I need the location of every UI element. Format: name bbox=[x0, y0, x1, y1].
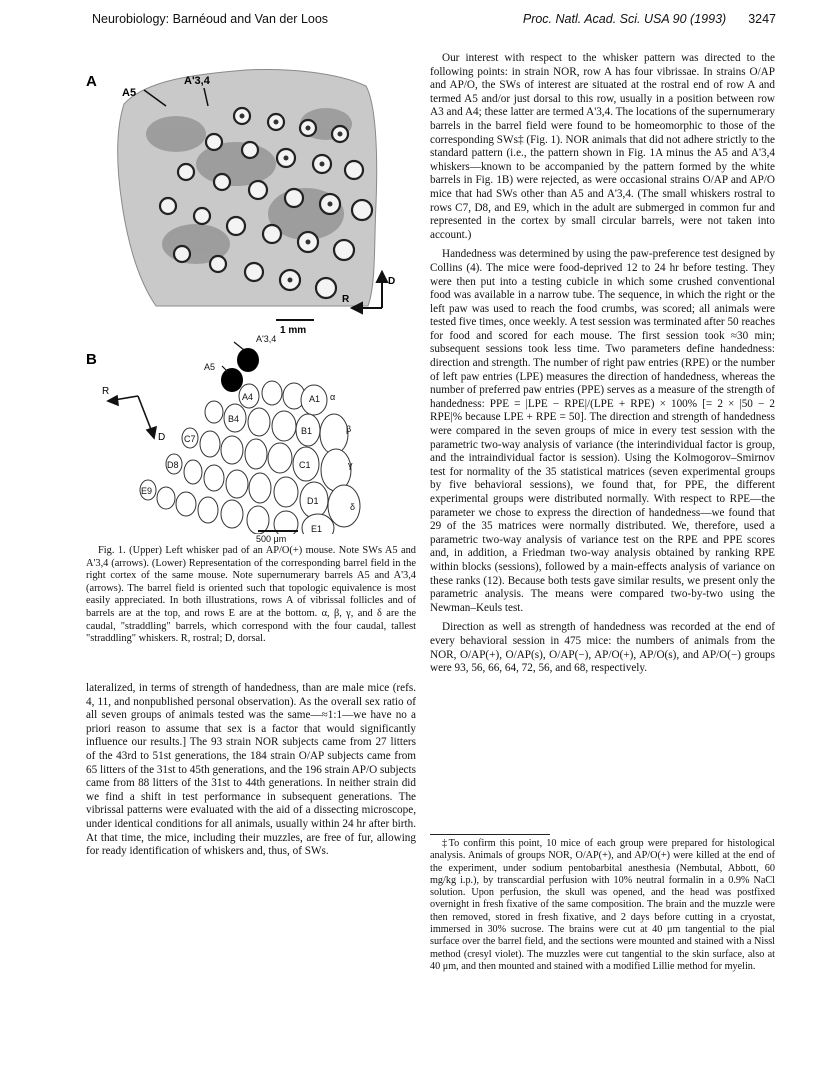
barrel-label-e9: E9 bbox=[141, 486, 153, 496]
scale-bar-b bbox=[258, 530, 298, 532]
scale-bar-a-label: 1 mm bbox=[280, 325, 307, 336]
barrel-label-d1: D1 bbox=[307, 496, 319, 506]
barrel-label-b4: B4 bbox=[228, 414, 240, 424]
barrel-label-e1: E1 bbox=[311, 524, 323, 534]
right-column bbox=[430, 52, 775, 676]
barrel-label-b1: B1 bbox=[301, 426, 313, 436]
running-title: Neurobiology: Barnéoud and Van der Loos bbox=[92, 12, 329, 26]
panel-b-label: B bbox=[86, 351, 97, 368]
barrel-label-a4: A4 bbox=[242, 392, 254, 402]
dir-d-label-a: D bbox=[388, 276, 396, 287]
left-column bbox=[86, 682, 416, 859]
barrel-label-beta: β bbox=[346, 424, 352, 434]
sw-a5-label-photo: A5 bbox=[122, 87, 137, 99]
barrel-a34 bbox=[237, 348, 259, 372]
sw-a34-label-photo: A'3,4 bbox=[184, 75, 210, 87]
figure-caption bbox=[86, 545, 416, 646]
barrel-label-a34: A'3,4 bbox=[256, 334, 277, 344]
barrel-a5 bbox=[221, 368, 243, 392]
journal-citation bbox=[523, 12, 776, 26]
dir-r-label-b: R bbox=[102, 386, 110, 397]
barrel-outlines bbox=[140, 381, 360, 534]
right-paragraph-2: Handedness was determined by using the paw-preference test designed by Collins (4). The mice were food-deprived 12 to 24 hr before testing. They were then put into a testing cubicle in which some crushed conventional food was available in a narrow tube. The sequence, in which the right or the left paw was used to reach the food crumbs, was scored; all animals were tested five times, once weekly. A test session was terminated after 50 reaches for food and scored for each mouse. The first session took ≈30 min; subsequent sessions took less time. Two parameters define handedness: direction and strength. The number of right paw entries (RPE) or the number of left paw entries (LPE) measures the direction of handedness, whereas the number of preferred paw entries (PPE) serves as a measure of the strength of handedness: PPE = |LPE − RPE|/(LPE + RPE) × 100% [= 2 × |50 − 2 RPE|% because LPE + RPE = 50]. The direction and strength of handedness were compared in the seven groups of mice in every test session with the parametric two-way analysis of variance (the interindividual factor is group, and the intraindividual factor is session). Using the Kolmogorov–Smirnov test for normality of the 35 statistical matrices (seven experimental groups by five behavioral sessions), we found that, for PPE, the different experimental groups were distributed normally. With respect to RPE—the parameter we chose to express the direction of handedness—we found that 29 of the 35 matrices were normally distributed. We, therefore, used a parametric two-way analysis of variance test on the RPE and PPE scores and, in addition, a Friedman two-way analysis obtained by ranking RPE within blocks (sessions), followed by a main-effects analysis of variance on these ranks (12). Because both tests gave similar results, we present only the parametric analysis. The means were compared two-by-two using the Newman–Keuls test. bbox=[430, 248, 775, 614]
dir-r-label-a: R bbox=[342, 294, 350, 305]
left-paragraph-1: lateralized, in terms of strength of handedness, than are male mice (refs. 4, 11, and nonpublished personal observation). As the overall sex ratio of all seven groups of animals tested was the same—≈1:1—we have no a priori reason to assume that sex is a factor that would significantly influence our results.] The 93 strain NOR subjects came from 27 litters of the 43rd to 51st generations, the 184 strain O/AP subjects came from 65 litters of the 31st to 45th generations, and the 196 strain AP/O subjects came from 88 litters of the 31st to 44th generations. In neither strain did we find a shift in test performance in subsequent generations. The vibrissal patterns were evaluated with the aid of a dissecting microscope, under identical conditions for all animals, usually within 24 hr after birth. At that time, the mice, including their muzzles, are free of fur, allowing for ready identification of whiskers and, thus, of SWs. bbox=[86, 682, 416, 858]
scale-bar-b-label: 500 μm bbox=[256, 534, 287, 544]
barrel-label-c7: C7 bbox=[184, 434, 196, 444]
barrel-label-d8: D8 bbox=[167, 460, 179, 470]
panel-a-label: A bbox=[86, 73, 97, 90]
figure-1 bbox=[86, 44, 416, 534]
panel-b bbox=[86, 334, 360, 534]
footnote-text: ‡To confirm this point, 10 mice of each group were prepared for histological analysis. Animals of groups NOR, O/AP(+), and AP/O(+) were killed at the end of the experiment, under sodium pentobarbital anesthesia (Nembutal, Abbott, 60 mg/kg i.p.), by transcardial perfusion with 10% neutral formalin in a 0.9% NaCl solution. Upon perfusion, the skull was opened, and the head was postfixed overnight in fresh fixative of the same composition. The brain and the muzzle were then removed, stored in fresh fixative, and 2 days before cutting in a cryostat, immersed in 30% sucrose. The brains were cut at 40 μm tangential to the pial surface over the barrel field, and the sections were mounted and stained with a Nissl method (cresyl violet). The muzzles were cut tangential to the skin surface, also at 40 μm, and then mounted and stained with a modified Lillie method for myelin. bbox=[430, 838, 775, 972]
running-header bbox=[48, 12, 776, 30]
a34-arrow-b bbox=[234, 342, 244, 350]
barrel-label-delta: δ bbox=[350, 502, 356, 512]
page-number: 3247 bbox=[748, 12, 776, 26]
journal-name: Proc. Natl. Acad. Sci. USA 90 (1993) bbox=[522, 12, 727, 26]
caption-text: Fig. 1. (Upper) Left whisker pad of an AP/O(+) mouse. Note SWs A5 and A'3,4 (arrows). (Lower) Representation of the corresponding barrel field in the right cortex of the same mouse. Note supernumerary barrels A5 and A'3,4 (arrows). The barrel field is oriented such that topologic equivalence is most easily appreciated. In both illustrations, rows A of vibrissal follicles and of barrels are at the top, and rows E are at the bottom. α, β, γ, and δ are the caudal, "straddling" barrels, which correspond with the four caudal, tallest "straddling" whiskers. R, rostral; D, dorsal. bbox=[86, 545, 416, 645]
orientation-marker-b bbox=[108, 396, 156, 438]
barrel-label-a5: A5 bbox=[204, 362, 216, 372]
barrel-label-a1: A1 bbox=[309, 394, 321, 404]
footnote bbox=[430, 838, 775, 973]
footnote-rule bbox=[430, 834, 550, 835]
barrel-label-gamma: γ bbox=[348, 460, 353, 470]
barrel-label-c1: C1 bbox=[299, 460, 311, 470]
right-paragraph-1: Our interest with respect to the whisker pattern was directed to the following points: in strain NOR, row A has four vibrissae. In strains O/AP and AP/O, the SWs of interest are situated at the rostral end of row A and termed A5 and/or just dorsal to this row, usually in a position between row A3 and A4; these latter are termed A'3,4. The locations of the supernumerary barrels in the barrel field were found to be homeomorphic to those of the corresponding SWs‡ (Fig. 1). NOR animals that did not adhere strictly to the standard pattern (i.e., the pattern shown in Fig. 1A minus the A5 and A'3,4 whiskers—known to be accompanied by the pattern formed by the white barrels in Fig. 1B) were rejected, as were occasional strains O/AP and AP/O mice that had SWs other than A5 and A'3,4. (The small whiskers rostral to rows C7, D8, and E9, which in the adult are submerged in common fur and represented in the cortex by small circular barrels, were not taken into account.) bbox=[430, 52, 775, 241]
right-paragraph-3: Direction as well as strength of handedness was recorded at the end of every behavioral session in 475 mice: the numbers of animals from the NOR, O/AP(+), O/AP(s), O/AP(−), AP/O(+), AP/O(s), and AP/O(−) groups were 93, 56, 66, 64, 72, 56, and 68, respectively. bbox=[430, 621, 775, 675]
dir-d-label-b: D bbox=[158, 432, 166, 443]
panel-a bbox=[86, 70, 395, 336]
barrel-label-alpha: α bbox=[330, 392, 336, 402]
